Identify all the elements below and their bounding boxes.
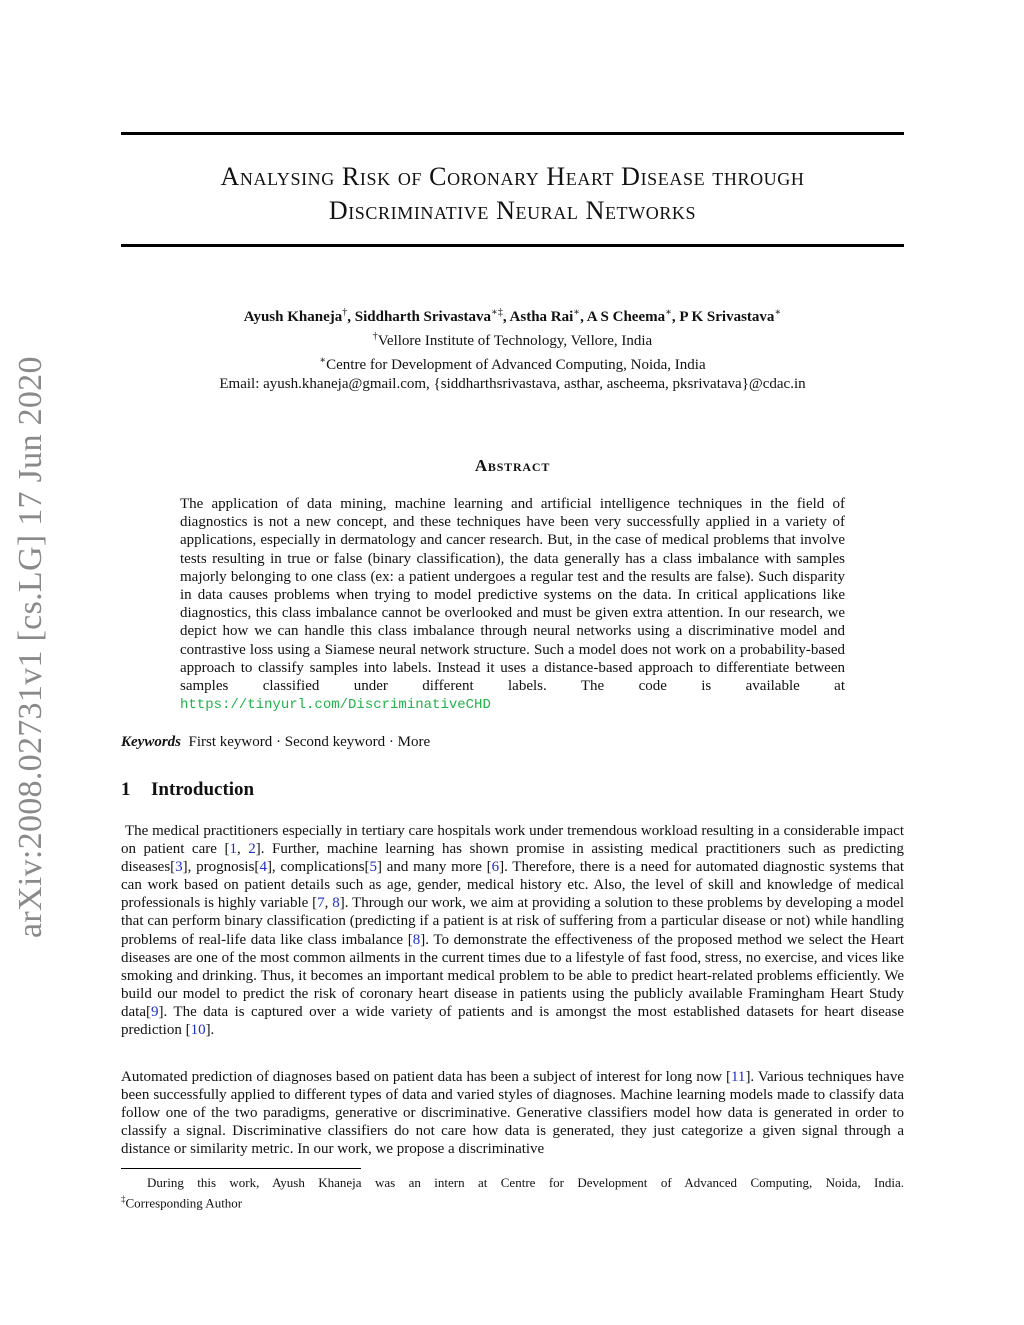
citation-link[interactable]: 11 [730,1069,746,1085]
section-number: 1 [121,779,131,800]
citation-link[interactable]: 8 [412,931,421,948]
author-block [121,303,904,394]
abstract-text: The application of data mining, machine learning and artificial intelligence techniques in the field of diagnostics is not a new concept, and these techniques have been very successfully applied in a variety of applications, especially in dermatology and cancer research. But, in the case of medical problems that involve tests resulting in true or false (binary classification), the data generally has a class imbalance with samples majorly belonging to one class (ex: a patient undergoes a regular test and the results are false). Such disparity in data causes problems when trying to model predictive systems on the data. In critical applications like diagnostics, this class imbalance cannot be overlooked and must be given extra attention. In our research, we depict how we can handle this class imbalance through neural networks using a discriminative model and contrastive loss using a Siamese neural network structure. Such a model does not work on a probability-based approach to classify samples into labels. Instead it uses a distance-based approach to differentiate between samples classified under different labels. The code is available at [180,496,845,695]
author-name: A S Cheema [586,309,666,325]
section-heading-introduction [121,779,254,801]
keywords-text: First keyword · Second keyword · More [188,734,431,750]
paper-title-line-1: Analysing Risk of Coronary Heart Disease through [220,162,805,191]
citation-link[interactable]: 6 [491,859,500,876]
author-name: Astha Rai [509,309,574,325]
arxiv-identifier: arXiv:2008.02731v1 [cs.LG] 17 Jun 2020 [12,356,49,938]
keywords-label: Keywords [121,734,181,750]
arxiv-stamp [0,0,49,938]
intro-paragraph-1: The medical practitioners especially in tertiary care hospitals work under tremendous workload resulting in a considerable impact on patient care [1, 2]. Further, machine learning has shown promise in assisting medical practitioners such as predicting diseases[3], prognosis[4], complications[5] and many more [6]. Therefore, there is a need for automated diagnostic systems that can work based on patient details such as age, gender, medical history etc. Also, the level of skill and knowledge of medical professionals is highly variable [7, 8]. Through our work, we aim at providing a solution to these problems by developing a model that can perform binary classification (predicting if a patient is at risk of suffering from a particular disease or not) while handling problems of real-life data like class imbalance [8]. To demonstrate the effectiveness of the proposed method we select the Heart diseases are one of the most common ailments in the current times due to a lifestyle of fast food, stress, no exercise, and vices like smoking and drinking. Thus, it becomes an important medical problem to be able to predict heart-related problems efficiently. We build our model to predict the risk of coronary heart disease in patients using the publicly available Framingham Heart Study data[9]. The data is captured over a wide variety of patients and is amongst the most established datasets for heart disease prediction [10]. [121,823,905,1039]
intro-paragraph-2: Automated prediction of diagnoses based on patient data has been a subject of interest for long now [11]. Various techniques have been successfully applied to different types of data and varied styles of diagnoses. Machine learning models made to classify data follow one of the two paradigms, generative or discriminative. Generative classifiers model how data is generated in order to classify a signal. Discriminative classifiers do not care how data is generated, they just categorize a given signal through a distance or similarity metric. In our work, we propose a discriminative [121,1069,904,1158]
author-mark: ∗‡ [491,307,503,318]
citation-link[interactable]: 3 [175,859,183,876]
author-mark: ∗ [665,307,672,318]
affiliation-vit: †Vellore Institute of Technology, Vellore, India [372,331,653,349]
title-bottom-rule [121,244,904,247]
citation-link[interactable]: 8 [332,895,340,912]
citation-link[interactable]: 5 [369,859,378,876]
abstract-body [180,495,845,714]
author-emails: Email: ayush.khaneja@gmail.com, {siddharthsrivastava, asthar, ascheema, pksrivatava}@cdac.in [219,376,806,392]
paper-title-line-2: Discriminative Neural Networks [328,196,697,225]
citation-link[interactable]: 9 [150,1003,159,1020]
author-name: P K Srivastava [679,309,775,325]
author-name: Ayush Khaneja [243,309,343,325]
citation-link[interactable]: 7 [317,895,325,912]
author-mark: † [342,307,348,318]
footnote-corresponding: ‡Corresponding Author [121,1194,243,1211]
title-top-rule [121,132,904,135]
code-link[interactable]: https://tinyurl.com/DiscriminativeCHD [180,697,491,714]
footnote-rule [121,1168,361,1169]
footnotes [121,1174,904,1211]
abstract-heading: Abstract [474,456,551,475]
section-title: Introduction [151,779,255,800]
author-mark: ∗ [774,307,782,318]
author-list: Ayush Khaneja†, Siddharth Srivastava∗‡, Astha Rai∗, A S Cheema∗, P K Srivastava∗ [243,307,782,325]
citation-link[interactable]: 1 [229,841,237,858]
citation-link[interactable]: 2 [248,841,256,858]
author-name: Siddharth Srivastava [354,309,492,325]
paper-title [121,160,904,228]
citation-link[interactable]: 4 [259,859,267,876]
footnote-intern: During this work, Ayush Khaneja was an intern at Centre for Development of Advanced Computing, Noida, India. [147,1175,904,1190]
keywords-line [121,733,904,752]
citation-link[interactable]: 10 [190,1022,206,1039]
affiliation-cdac: ∗Centre for Development of Advanced Computing, Noida, India [319,355,706,373]
author-mark: ∗ [573,307,581,318]
